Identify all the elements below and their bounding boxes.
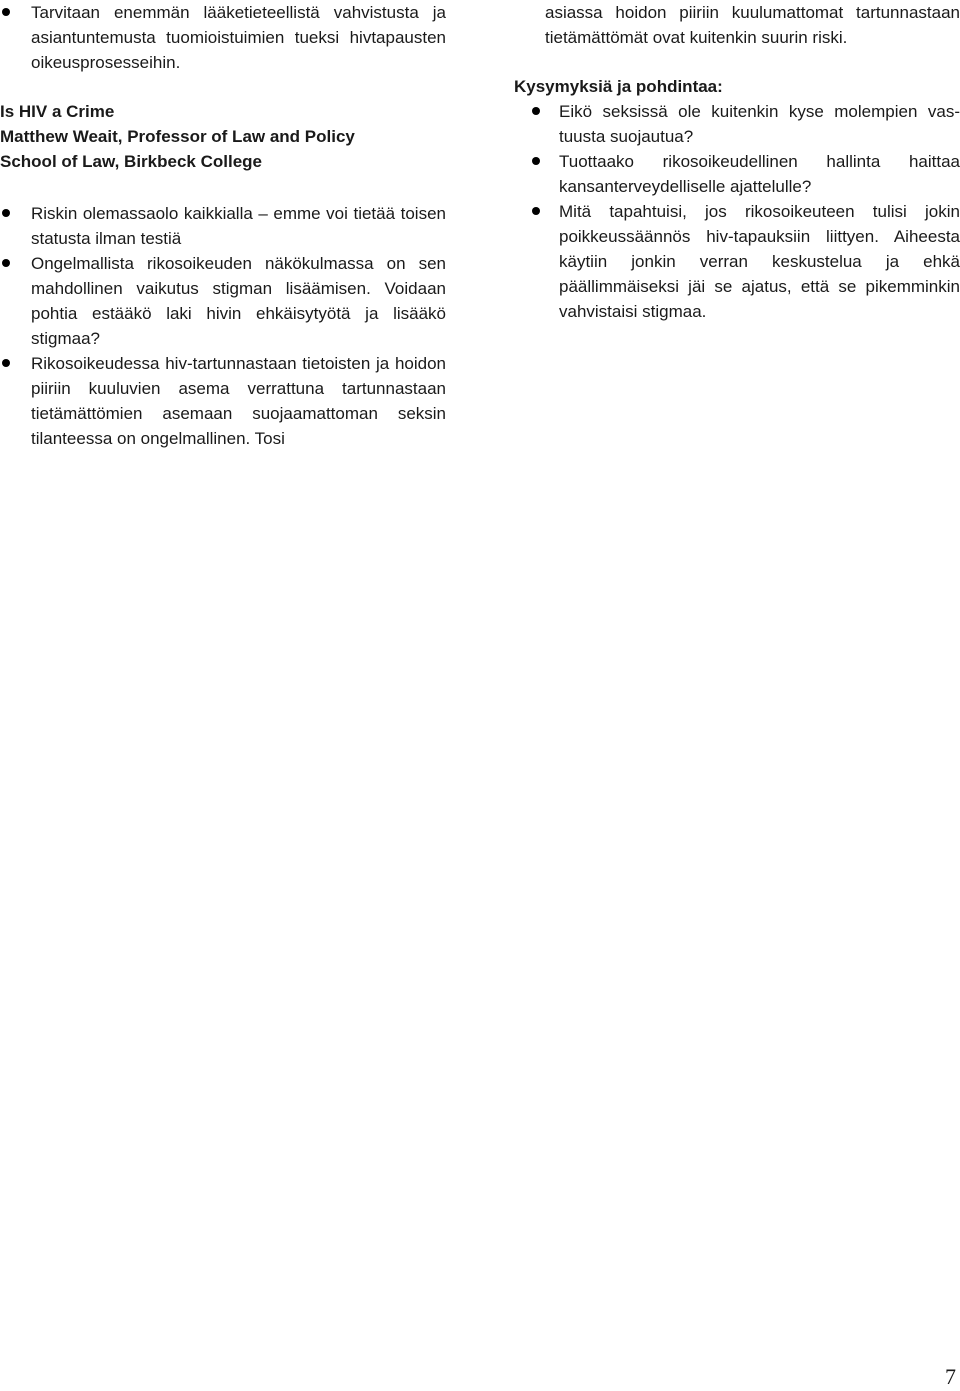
- right-column: [514, 0, 960, 324]
- list-item-text: Tarvitaan enemmän lääketieteellistä vahvistusta ja asiantuntemusta tuomioistuimien tueksi hivtapausten oikeusprosesseihin.: [31, 3, 446, 72]
- bullet-icon: [2, 359, 10, 367]
- list-item: [514, 99, 960, 149]
- main-bullet-list: [0, 201, 446, 451]
- bullet-icon: [2, 8, 10, 16]
- questions-heading: Kysymyksiä ja pohdintaa:: [514, 77, 723, 96]
- bullet-icon: [532, 157, 540, 165]
- list-item: [0, 0, 446, 75]
- list-item-text: Tuottaako rikosoikeudellinen hallinta haittaa kansanterveydelliselle ajattelulle?: [559, 152, 960, 196]
- list-item: [0, 351, 446, 451]
- questions-list: [514, 99, 960, 324]
- list-item-text: Eikö seksissä ole kuitenkin kyse molempien vastuusta suojautua?: [559, 102, 960, 146]
- list-item-text: Mitä tapahtuisi, jos rikosoikeuteen tulisi jokin poikkeussäännös hiv-tapauksiin liittyen. Aiheesta käytiin jonkin verran keskustelua ja ehkä päällimmäiseksi jäi se ajatus, että se pikemminkin vahvistaisi stigmaa.: [559, 202, 960, 321]
- list-item: [514, 199, 960, 324]
- bullet-icon: [532, 207, 540, 215]
- intro-bullet-list: [0, 0, 446, 75]
- list-item: [514, 149, 960, 199]
- bullet-icon: [2, 209, 10, 217]
- bullet-icon: [2, 259, 10, 267]
- list-item: [0, 201, 446, 251]
- list-item-text: Riskin olemassaolo kaikkialla – emme voi tietää toisen statusta ilman testiä: [31, 204, 446, 248]
- list-item: [0, 251, 446, 351]
- bullet-icon: [532, 107, 540, 115]
- heading-affiliation: School of Law, Birkbeck College: [0, 152, 262, 171]
- page-number: 7: [945, 1364, 956, 1389]
- continued-paragraph: asiassa hoidon piiriin kuulumattomat tartunnastaan tietämättömät ovat kuitenkin suurin riski.: [545, 3, 960, 47]
- heading-title: Is HIV a Crime: [0, 102, 115, 121]
- left-column: [0, 0, 446, 451]
- section-heading: [0, 99, 446, 174]
- heading-author: Matthew Weait, Professor of Law and Policy: [0, 127, 355, 146]
- list-item-text: Ongelmallista rikosoikeuden näkökulmassa on sen mahdollinen vaikutus stigman lisäämisen. Voidaan pohtia estääkö laki hivin ehkäisytyötä ja lisääkö stigmaa?: [31, 254, 446, 348]
- list-item-text: Rikosoikeudessa hiv-tartunnastaan tietoisten ja hoidon piiriin kuuluvien asema verrattuna tartunnastaan tietämättömien asemaan suojaamattoman seksin tilanteessa on ongelmallinen. Tosi: [31, 354, 446, 448]
